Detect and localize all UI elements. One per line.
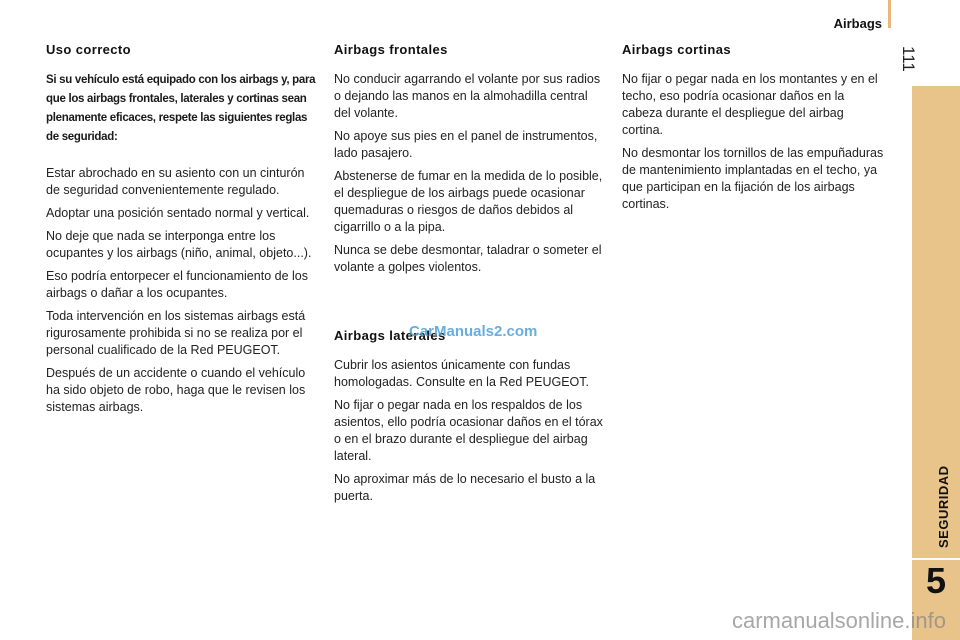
paragraph: Abstenerse de fumar en la medida de lo posible, el despliegue de los airbags puede ocasionar quemaduras o riesgos de daños debidos al cigarrillo o a la pipa. [334, 169, 603, 234]
chapter-number: 5 [925, 560, 947, 601]
column-uso-correcto [46, 42, 318, 422]
header-rule [888, 0, 891, 28]
paragraph: Adoptar una posición sentado normal y vertical. [46, 206, 310, 220]
paragraph: No fijar o pegar nada en los respaldos de los asientos, ello podría ocasionar daños en el tórax o en el brazo durante el despliegue del airbag lateral. [334, 398, 603, 463]
section-heading-uso-correcto: Uso correcto [46, 42, 131, 57]
paragraph: Nunca se debe desmontar, taladrar o someter el volante a golpes violentos. [334, 243, 602, 274]
section-label: SEGURIDAD [936, 465, 951, 548]
paragraph: No fijar o pegar nada en los montantes y en el techo, eso podría ocasionar daños en la cabeza durante el despliegue del airbag cortina. [622, 72, 878, 137]
paragraph: Estar abrochado en su asiento con un cinturón de seguridad convenientemente regulado. [46, 166, 305, 197]
column-cortinas [622, 42, 886, 219]
paragraph: No deje que nada se interponga entre los ocupantes y los airbags (niño, animal, objeto...). [46, 229, 312, 260]
column-frontales-laterales [334, 42, 604, 511]
page-header-title: Airbags [833, 16, 882, 31]
footer-watermark: carmanualsonline.info [731, 608, 946, 633]
paragraph: No apoye sus pies en el panel de instrumentos, lado pasajero. [334, 129, 598, 160]
paragraph: No aproximar más de lo necesario el busto a la puerta. [334, 472, 596, 503]
section-heading-airbags-frontales: Airbags frontales [334, 42, 448, 57]
page-number: 111 [899, 46, 918, 72]
paragraph: Cubrir los asientos únicamente con fundas homologadas. Consulte en la Red PEUGEOT. [334, 358, 589, 389]
center-watermark: CarManuals2.com [409, 323, 538, 340]
section-heading-airbags-cortinas: Airbags cortinas [622, 42, 731, 57]
intro-text: Si su vehículo está equipado con los airbags y, para que los airbags frontales, laterales y cortinas sean plenamente eficaces, respete las siguientes reglas de seguridad: [46, 74, 316, 143]
paragraph: Después de un accidente o cuando el vehículo ha sido objeto de robo, haga que le revisen los sistemas airbags. [46, 366, 306, 414]
section-sidebar [912, 86, 960, 640]
paragraph: No desmontar los tornillos de las empuñaduras de mantenimiento implantadas en el techo, ya que participan en la fijación de los airbags cortinas. [622, 146, 884, 211]
paragraph: No conducir agarrando el volante por sus radios o dejando las manos en la almohadilla central del volante. [334, 72, 601, 120]
section-heading-airbags-laterales: Airbags laterales [334, 328, 446, 343]
paragraph: Toda intervención en los sistemas airbags está rigurosamente prohibida si no se realiza por el personal cualificado de la Red PEUGEOT. [46, 309, 306, 357]
paragraph: Eso podría entorpecer el funcionamiento de los airbags o dañar a los ocupantes. [46, 269, 308, 300]
